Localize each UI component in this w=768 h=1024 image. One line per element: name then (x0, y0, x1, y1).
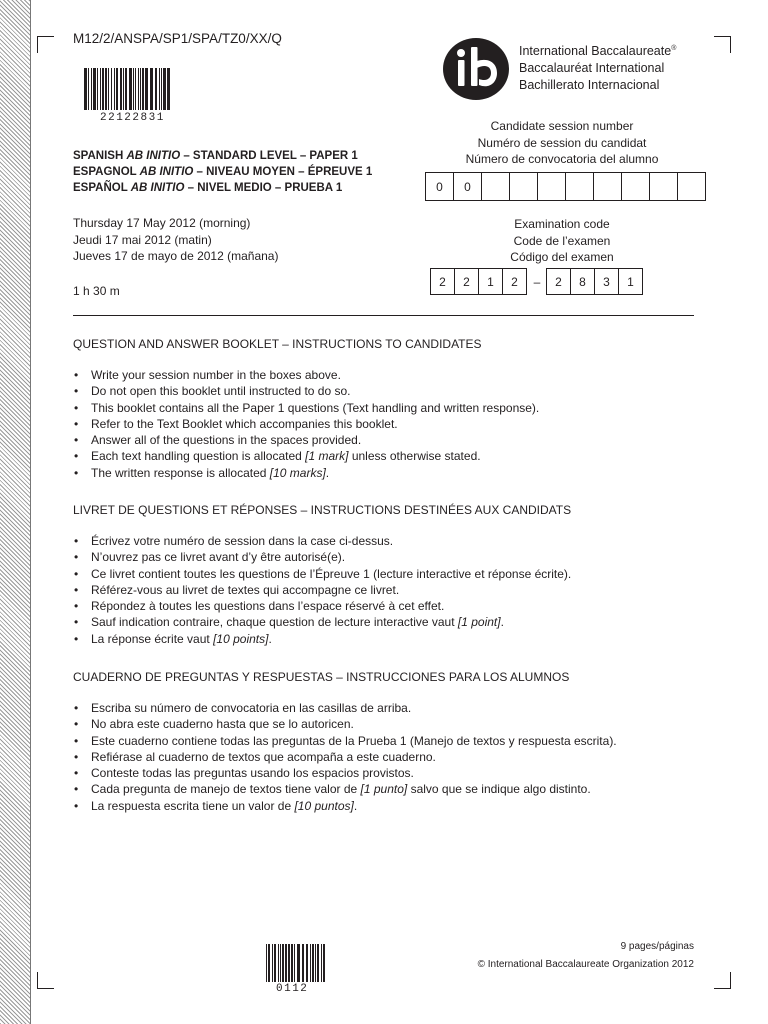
barcode-top (84, 68, 172, 110)
exam-code-digit: 2 (546, 268, 571, 295)
session-digit-box[interactable] (481, 172, 510, 201)
subject-french: ESPAGNOL AB INITIO – NIVEAU MOYEN – ÉPREUVE 1 (73, 166, 373, 178)
session-digit-box[interactable] (621, 172, 650, 201)
instructions-spanish (73, 670, 703, 814)
exam-code-digit: 3 (594, 268, 619, 295)
crop-mark-bottom-right (714, 972, 731, 989)
exam-code-digit: 1 (478, 268, 503, 295)
page-count: 9 pages/páginas (620, 941, 694, 952)
candidate-session-boxes[interactable] (426, 172, 706, 201)
instruction-item: • Este cuaderno contiene todas las preguntas de la Prueba 1 (Manejo de textos y respuesta escrita). (73, 733, 703, 749)
exam-code-digit: 2 (502, 268, 527, 295)
instruction-item: • Each text handling question is allocated [1 mark] unless otherwise stated. (73, 448, 703, 464)
ib-logo-icon (441, 37, 511, 101)
copyright: © International Baccalaureate Organization 2012 (477, 959, 694, 970)
instruction-item: • Conteste todas las preguntas usando los espacios provistos. (73, 765, 703, 781)
session-digit-box[interactable] (593, 172, 622, 201)
instruction-item: • Référez-vous au livret de textes qui accompagne ce livret. (73, 582, 703, 598)
instruction-item: • Write your session number in the boxes above. (73, 367, 703, 383)
instruction-item: • Ce livret contient toutes les questions de l’Épreuve 1 (lecture interactive et réponse écrite). (73, 566, 703, 582)
exam-code-digit: 2 (454, 268, 479, 295)
barcode-bottom (266, 944, 326, 982)
instructions-french (73, 503, 703, 647)
instruction-item: • Cada pregunta de manejo de textos tiene valor de [1 punto] salvo que se indique algo distinto. (73, 781, 703, 797)
instruction-item: • Refer to the Text Booklet which accompanies this booklet. (73, 416, 703, 432)
instruction-item: • Écrivez votre numéro de session dans la case ci-dessus. (73, 533, 703, 549)
instruction-item: • No abra este cuaderno hasta que se lo autoricen. (73, 716, 703, 732)
session-digit-box[interactable]: 0 (425, 172, 454, 201)
candidate-session-label: Candidate session number Numéro de session du candidat Número de convocatoria del alumno (465, 119, 659, 166)
divider (73, 315, 694, 316)
instruction-item: • La réponse écrite vaut [10 points]. (73, 631, 703, 647)
session-digit-box[interactable]: 0 (453, 172, 482, 201)
instruction-item: • Do not open this booklet until instructed to do so. (73, 383, 703, 399)
instruction-item: • Answer all of the questions in the spaces provided. (73, 432, 703, 448)
exam-code-label: Examination code Code de l’examen Código del examen (510, 217, 614, 264)
session-digit-box[interactable] (565, 172, 594, 201)
crop-mark-top-left (37, 36, 54, 53)
org-name-french: Baccalauréat International (519, 61, 665, 76)
subject-english: SPANISH AB INITIO – STANDARD LEVEL – PAPER 1 (73, 150, 358, 162)
barcode-bottom-number: 0112 (276, 983, 309, 995)
exam-code-digit: 1 (618, 268, 643, 295)
section-title: QUESTION AND ANSWER BOOKLET – INSTRUCTIONS TO CANDIDATES (73, 337, 482, 351)
session-digit-box[interactable] (677, 172, 706, 201)
barcode-top-number: 22122831 (100, 112, 165, 124)
instruction-item: • The written response is allocated [10 marks]. (73, 465, 703, 481)
org-name-spanish: Bachillerato Internacional (519, 78, 660, 93)
paper-code: M12/2/ANSPA/SP1/SPA/TZ0/XX/Q (73, 31, 282, 46)
crop-mark-top-right (714, 36, 731, 53)
exam-code-separator: – (533, 274, 541, 289)
organization-name (519, 40, 676, 94)
instructions-english (73, 337, 703, 481)
subject-title (73, 148, 372, 196)
exam-dates: Thursday 17 May 2012 (morning) Jeudi 17 mai 2012 (matin) Jueves 17 de mayo de 2012 (mañana) (73, 216, 279, 263)
instruction-item: • La respuesta escrita tiene un valor de [10 puntos]. (73, 798, 703, 814)
instruction-item: • This booklet contains all the Paper 1 questions (Text handling and written response). (73, 400, 703, 416)
instruction-item: • Sauf indication contraire, chaque question de lecture interactive vaut [1 point]. (73, 614, 703, 630)
instruction-item: • N’ouvrez pas ce livret avant d’y être autorisé(e). (73, 549, 703, 565)
instruction-item: • Escriba su número de convocatoria en las casillas de arriba. (73, 700, 703, 716)
instruction-list (73, 700, 703, 814)
instruction-item: • Répondez à toutes les questions dans l’espace réservé à cet effet. (73, 598, 703, 614)
trademark-symbol: ® (671, 45, 677, 52)
org-name-english: International Baccalaureate (519, 44, 672, 59)
section-title: LIVRET DE QUESTIONS ET RÉPONSES – INSTRUCTIONS DESTINÉES AUX CANDIDATS (73, 503, 572, 517)
session-digit-box[interactable] (537, 172, 566, 201)
section-title: CUADERNO DE PREGUNTAS Y RESPUESTAS – INSTRUCCIONES PARA LOS ALUMNOS (73, 670, 570, 684)
binding-margin-pattern (0, 0, 31, 1024)
session-digit-box[interactable] (649, 172, 678, 201)
instruction-list (73, 367, 703, 481)
exam-code-digit: 2 (430, 268, 455, 295)
instruction-item: • Refiérase al cuaderno de textos que acompaña a este cuaderno. (73, 749, 703, 765)
crop-mark-bottom-left (37, 972, 54, 989)
instruction-list (73, 533, 703, 647)
exam-duration: 1 h 30 m (73, 284, 120, 298)
exam-code-digit: 8 (570, 268, 595, 295)
exam-code-boxes (431, 268, 643, 295)
subject-spanish: ESPAÑOL AB INITIO – NIVEL MEDIO – PRUEBA 1 (73, 182, 343, 194)
session-digit-box[interactable] (509, 172, 538, 201)
